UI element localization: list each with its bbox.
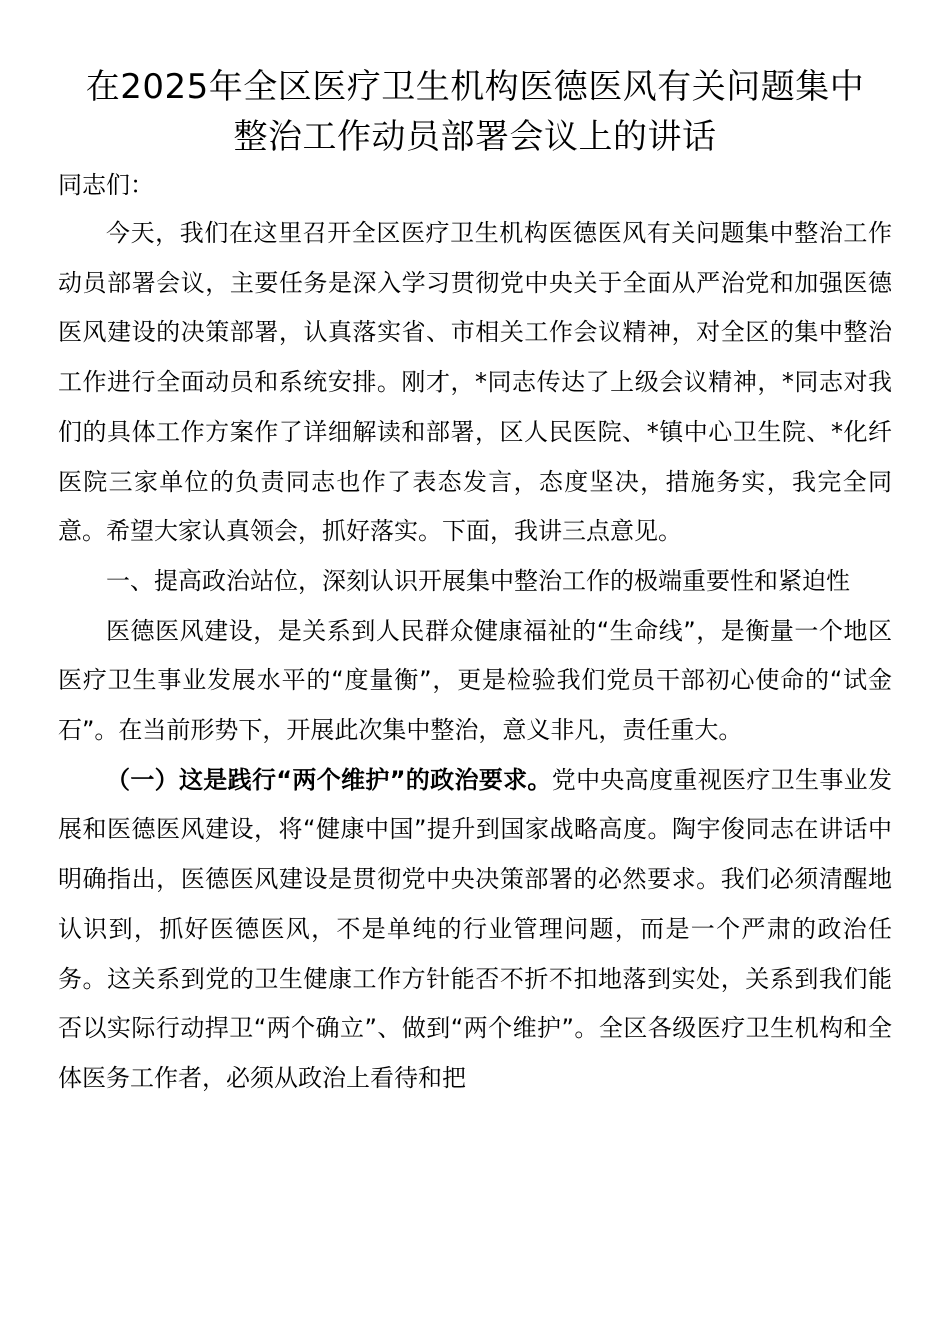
document-page <box>58 62 892 1104</box>
paragraph-importance: 医德医风建设，是关系到人民群众健康福祉的“生命线”，是衡量一个地区医疗卫生事业发展水平的“度量衡”，更是检验我们党员干部初心使命的“试金石”。在当前形势下，开展此次集中整治，意义非凡，责任重大。 <box>58 616 892 745</box>
section-heading-1: 一、提高政治站位，深刻认识开展集中整治工作的极端重要性和紧迫性 <box>106 566 850 595</box>
greeting: 同志们： <box>58 171 154 199</box>
title-line-2: 整治工作动员部署会议上的讲话 <box>233 117 717 157</box>
title-line-1: 在2025年全区医疗卫生机构医德医风有关问题集中 <box>85 67 865 107</box>
paragraph-opening: 今天，我们在这里召开全区医疗卫生机构医德医风有关问题集中整治工作动员部署会议，主要任务是深入学习贯彻党中央关于全面从严治党和加强医德医风建设的决策部署，认真落实省、市相关工作会议精神，对全区的集中整治工作进行全面动员和系统安排。刚才，*同志传达了上级会议精神，*同志对我们的具体工作方案作了详细解读和部署，区人民医院、*镇中心卫生院、*化纤医院三家单位的负责同志也作了表态发言，态度坚决，措施务实，我完全同意。希望大家认真领会，抓好落实。下面，我讲三点意见。 <box>58 219 892 546</box>
subsection-1-body: 党中央高度重视医疗卫生事业发展和医德医风建设，将“健康中国”提升到国家战略高度。陶宇俊同志在讲话中明确指出，医德医风建设是贯彻党中央决策部署的必然要求。我们必须清醒地认识到，抓好医德医风，不是单纯的行业管理问题，而是一个严肃的政治任务。这关系到党的卫生健康工作方针能否不折不扣地落到实处，关系到我们能否以实际行动捍卫“两个确立”、做到“两个维护”。全区各级医疗卫生机构和全体医务工作者，必须从政治上看待和把 <box>58 765 893 1092</box>
paragraph-subsection-1 <box>58 756 892 1104</box>
subsection-1-lead: （一）这是践行“两个维护”的政治要求。 <box>106 765 552 794</box>
document-title <box>58 62 892 162</box>
